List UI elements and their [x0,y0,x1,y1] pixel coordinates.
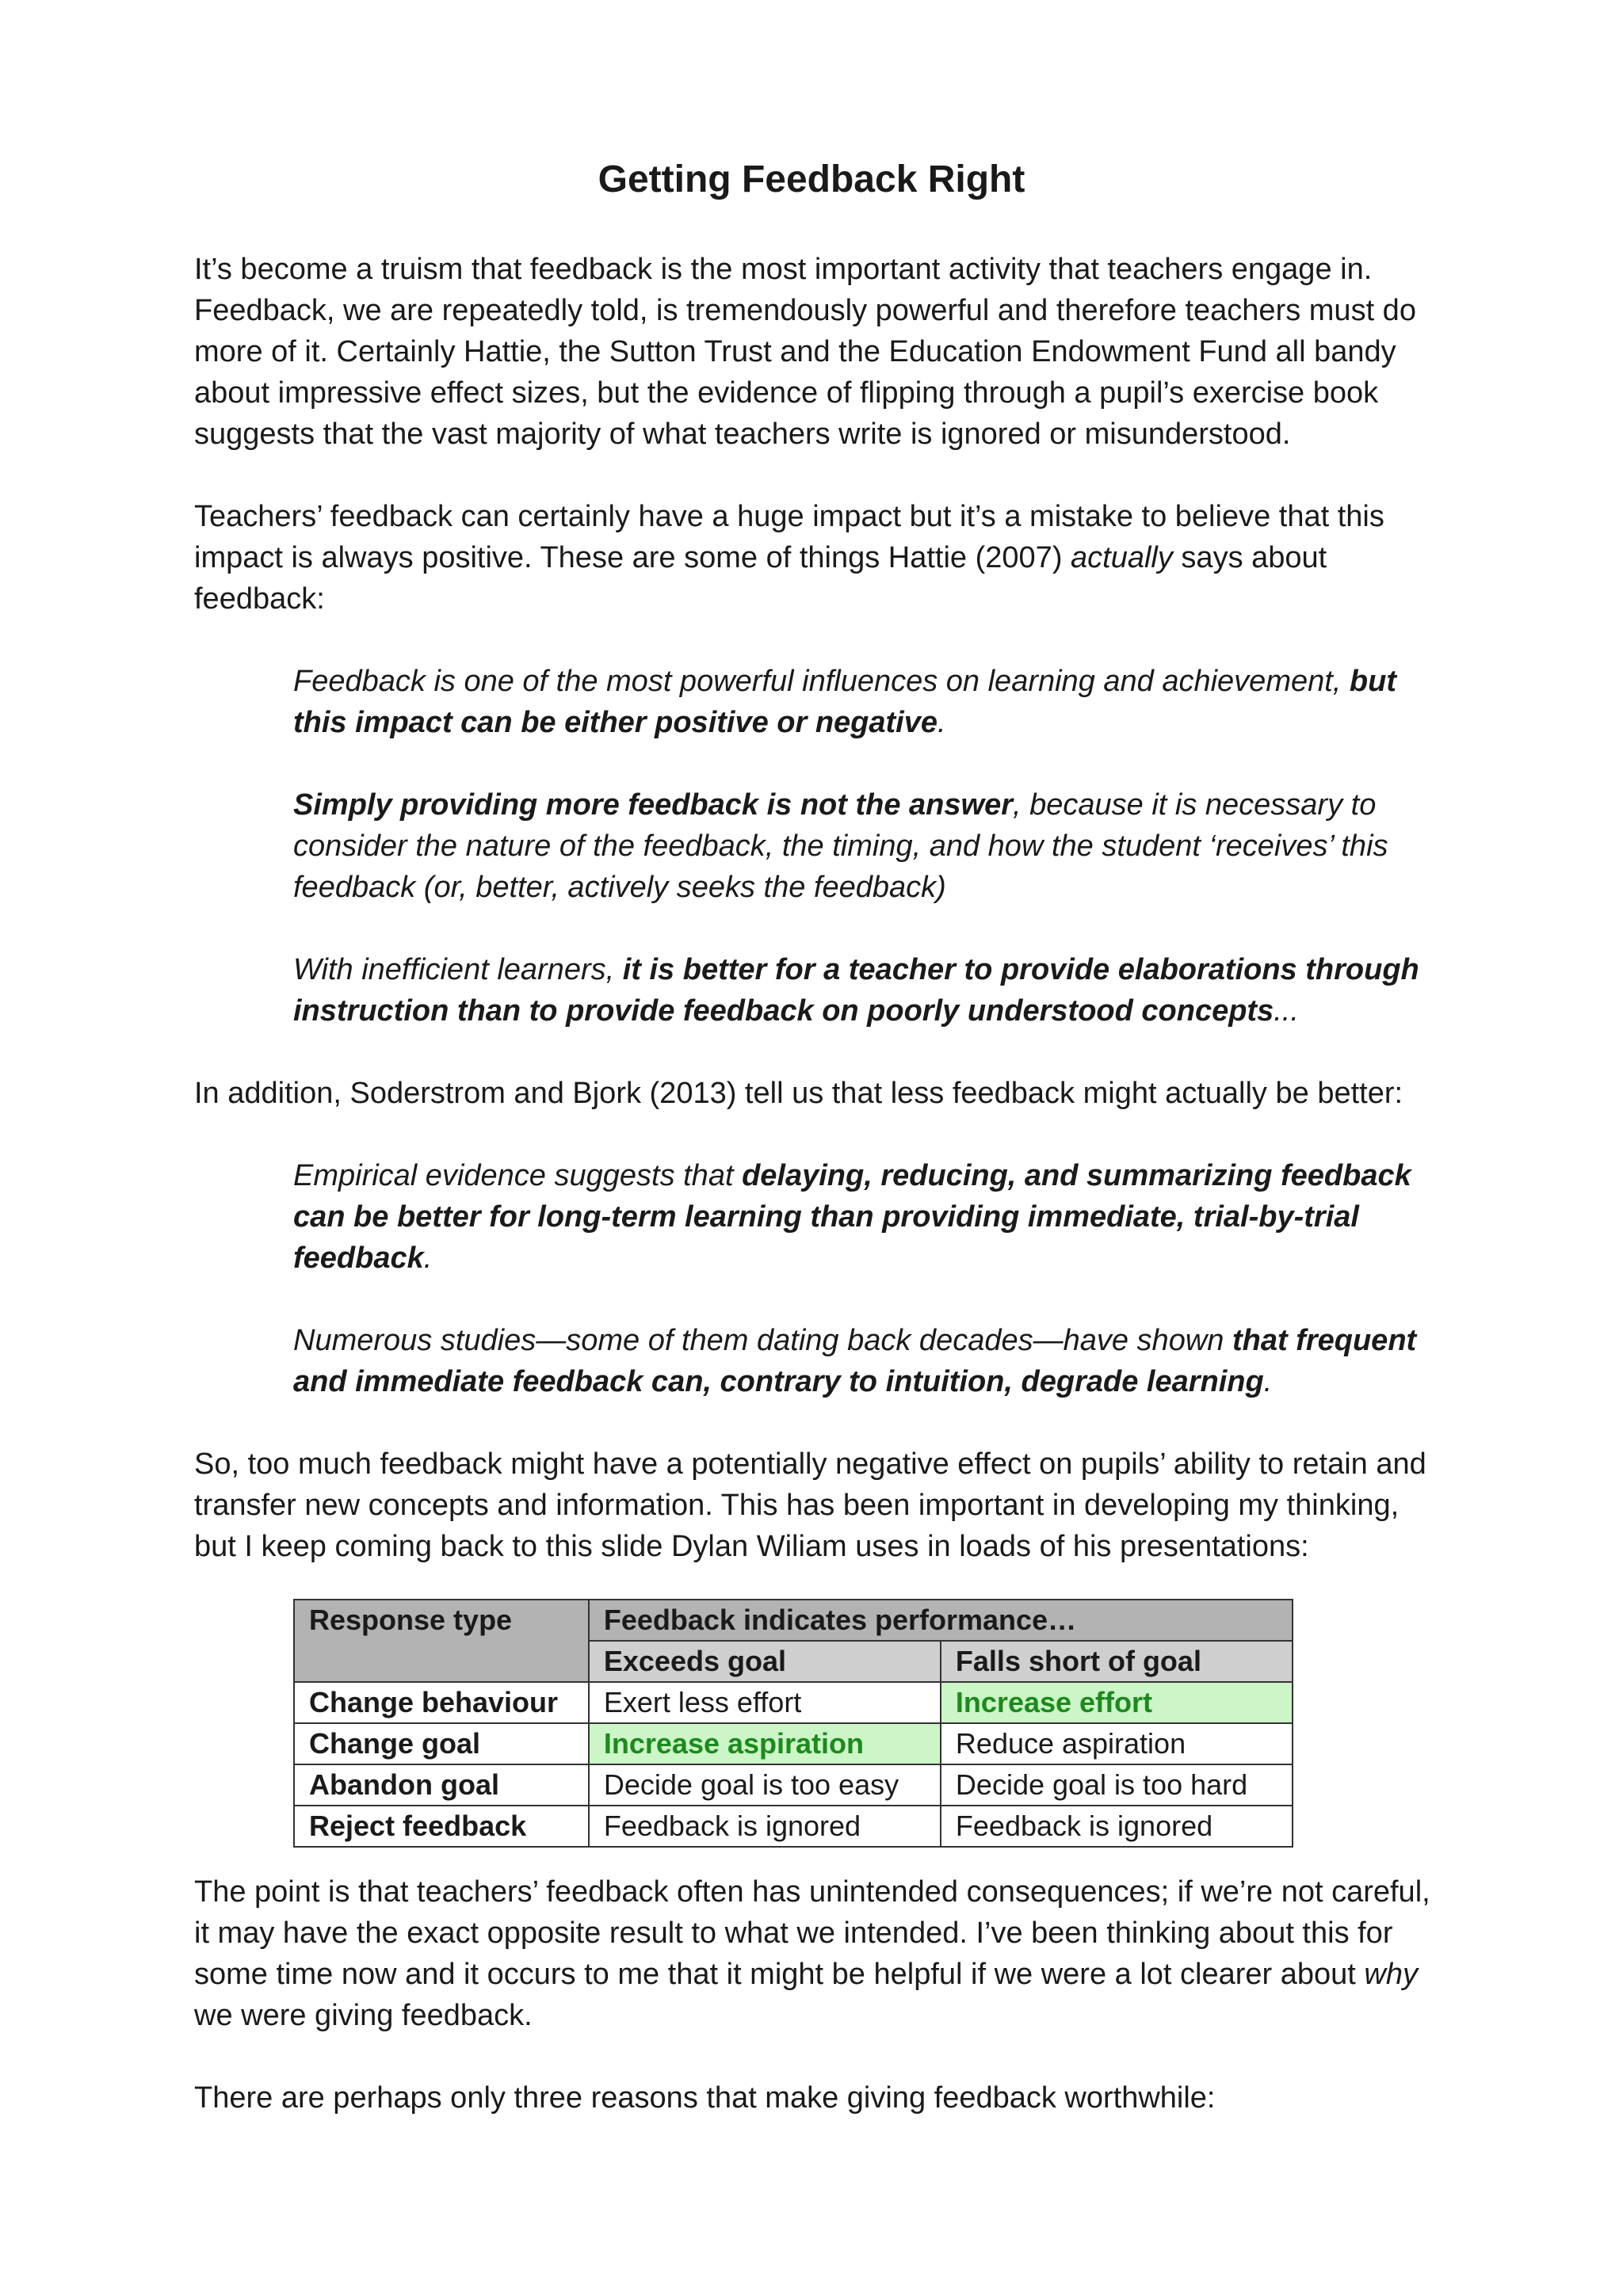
row-label: Change behaviour [294,1682,589,1723]
paragraph-hattie-intro [194,496,1446,620]
cell-falls: Reduce aspiration [941,1723,1293,1764]
cell-falls-highlighted: Increase effort [941,1682,1293,1723]
table-row [294,1723,1293,1764]
text-span: . [938,706,946,739]
bold-span: but this impact can be either positive or negative [293,665,1396,739]
text-span: Teachers’ feedback can certainly have a huge impact but it’s a mistake to believe that this impact is always positive. These are some of things Hattie (2007) [194,500,1384,574]
italic-span: actually [1071,541,1173,574]
text-span: Empirical evidence suggests that [293,1159,743,1192]
header-response-type: Response type [294,1600,589,1682]
quote-soderstrom-1 [293,1155,1458,1279]
table-header-row [294,1600,1293,1641]
row-label: Change goal [294,1723,589,1764]
text-span: . [1263,1365,1273,1398]
table-row [294,1764,1293,1806]
cell-falls: Feedback is ignored [941,1806,1293,1847]
subheader-exceeds-goal: Exceeds goal [589,1641,941,1682]
cell-exceeds: Exert less effort [589,1682,941,1723]
paragraph-three-reasons: There are perhaps only three reasons that make giving feedback worthwhile: [194,2081,1216,2115]
quote-hattie-1 [293,661,1458,743]
paragraph-unintended-consequences [194,1871,1446,2036]
text-span: , because it is necessary to consider the nature of the feedback, the timing, and how the student ‘receives’ this feedback (or, better, actively seeks the feedback) [293,788,1388,904]
quote-hattie-2 [293,784,1458,908]
cell-falls: Decide goal is too hard [941,1764,1293,1806]
text-span: says about feedback: [194,541,1327,616]
cell-exceeds: Feedback is ignored [589,1806,941,1847]
cell-exceeds: Decide goal is too easy [589,1764,941,1806]
text-span: The point is that teachers’ feedback often has unintended consequences; if we’re not careful, it may have the exact opposite result to what we intended. I’ve been thinking about this for some time now and it occurs to me that it might be helpful if we were a lot clearer about [194,1875,1430,1991]
page-title: Getting Feedback Right [598,158,1025,200]
bold-span: Simply providing more feedback is not the answer [293,788,1013,822]
cell-exceeds-highlighted: Increase aspiration [589,1723,941,1764]
row-label: Reject feedback [294,1806,589,1847]
text-span: With inefficient learners, [293,953,623,986]
paragraph-soderstrom: In addition, Soderstrom and Bjork (2013) tell us that less feedback might actually be better: [194,1077,1403,1110]
italic-span: why [1364,1958,1418,1991]
text-span: Feedback is one of the most powerful influences on learning and achievement, [293,665,1350,698]
row-label: Abandon goal [294,1764,589,1806]
document-body [194,249,1446,2119]
paragraph-intro: It’s become a truism that feedback is the most important activity that teachers engage in. Feedback, we are repeatedly told, is tremendously powerful and therefore teachers must do more of it. Certainly Hattie, the Sutton Trust and the Education Endowment Fund all bandy about impressive effect sizes, but the evidence of flipping through a pupil’s exercise book suggests that the vast majority of what teachers write is ignored or misunderstood. [194,253,1416,451]
text-span: we were giving feedback. [194,1999,533,2032]
quote-hattie-3 [293,949,1458,1032]
bold-span: delaying, reducing, and summarizing feedback can be better for long-term learning than providing immediate, trial-by-trial feedback [293,1159,1411,1275]
table-row [294,1806,1293,1847]
text-span: ... [1274,994,1299,1028]
header-feedback-indicates: Feedback indicates performance… [589,1600,1293,1641]
paragraph-wiliam: So, too much feedback might have a potentially negative effect on pupils’ ability to retain and transfer new concepts and information. This has been important in developing my thinking, but I keep coming back to this slide Dylan Wiliam uses in loads of his presentations: [194,1447,1426,1563]
table-row [294,1682,1293,1723]
bold-span: that frequent and immediate feedback can, contrary to intuition, degrade learning [293,1324,1417,1398]
bold-span: it is better for a teacher to provide elaborations through instruction than to provide feedback on poorly understood concepts [293,953,1419,1028]
response-type-table [293,1599,1293,1848]
quote-soderstrom-2 [293,1320,1458,1402]
text-span: . [423,1241,433,1275]
text-span: Numerous studies—some of them dating back decades—have shown [293,1324,1232,1357]
subheader-falls-short: Falls short of goal [941,1641,1293,1682]
